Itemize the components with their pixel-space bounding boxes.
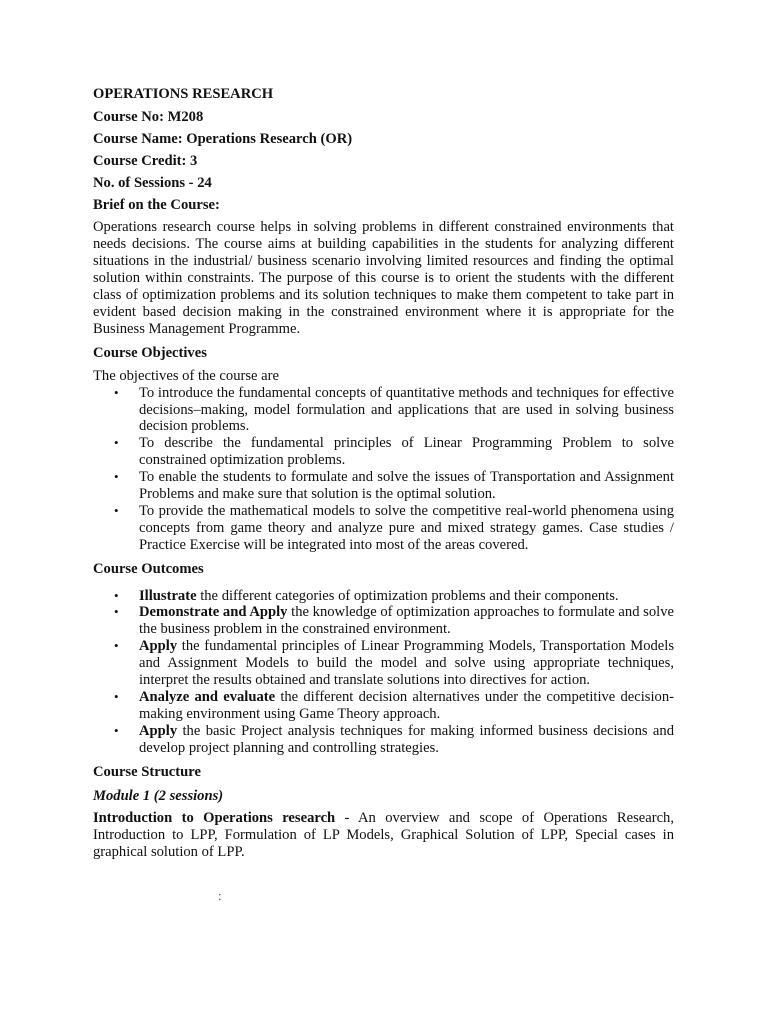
- stray-mark: :: [218, 888, 222, 903]
- objectives-intro: The objectives of the course are: [93, 367, 279, 384]
- bullet-icon: •: [114, 604, 119, 620]
- document-title: OPERATIONS RESEARCH: [93, 86, 274, 102]
- objective-item: • To introduce the fundamental concepts of quantitative methods and techniques for effective decisions–making, model formulation and applications that are used in solving business decision problems.: [114, 384, 674, 435]
- objectives-heading: Course Objectives: [93, 344, 207, 361]
- bullet-icon: •: [114, 722, 119, 738]
- outcome-item: • Analyze and evaluate the different decision alternatives under the competitive decision-making environment using Game Theory approach.: [114, 689, 674, 722]
- outcome-item: • Apply the basic Project analysis techniques for making informed business decisions and develop project planning and controlling strategies.: [114, 722, 674, 756]
- brief-paragraph: Operations research course helps in solving problems in different constrained environments that needs decisions. The course aims at building capabilities in the students for analyzing different situations in the industrial/ business scenario involving limited resources and finding the optimal solution within constraints. The purpose of this course is to orient the students with the different class of optimization problems and its solution techniques to make them competent to take part in evident based decision making in the constrained environment where it is appropriate for the Business Management Programme.: [93, 219, 674, 337]
- objective-item: • To enable the students to formulate and solve the issues of Transportation and Assignment Problems and make sure that solution is the optimal solution.: [114, 469, 674, 503]
- course-name: Course Name: Operations Research (OR): [93, 130, 353, 147]
- objective-item: • To provide the mathematical models to solve the competitive real-world phenomena using concepts from game theory and analyze pure and mixed strategy games. Case studies / Practice Exercise will be integrated into most of the areas covered.: [114, 502, 674, 553]
- bullet-icon: •: [114, 469, 119, 485]
- structure-heading: Course Structure: [93, 763, 201, 780]
- outcomes-heading: Course Outcomes: [93, 560, 204, 577]
- objectives-list: [93, 385, 674, 554]
- brief-heading: Brief on the Course:: [93, 196, 220, 213]
- bullet-icon: •: [114, 435, 119, 451]
- document-page: [93, 86, 674, 861]
- bullet-icon: •: [114, 384, 119, 400]
- bullet-icon: •: [114, 638, 119, 654]
- module-1-heading: Module 1 (2 sessions): [93, 787, 224, 804]
- course-number: Course No: M208: [93, 108, 204, 125]
- bullet-icon: •: [114, 689, 119, 704]
- outcome-item: • Illustrate the different categories of optimization problems and their components.: [114, 587, 619, 604]
- outcome-item: • Demonstrate and Apply the knowledge of optimization approaches to formulate and solve the business problem in the constrained environment.: [114, 604, 674, 638]
- objective-item: • To describe the fundamental principles of Linear Programming Problem to solve constrained optimization problems.: [114, 435, 674, 469]
- outcomes-list: [93, 588, 674, 757]
- module-1-paragraph: Introduction to Operations research - An overview and scope of Operations Research, Introduction to LPP, Formulation of LP Models, Graphical Solution of LPP, Special cases in graphical solution of LPP.: [93, 810, 674, 861]
- outcome-item: • Apply the fundamental principles of Linear Programming Models, Transportation Models and Assignment Models to build the model and solve using appropriate techniques, interpret the results obtained and translate solutions into directives for action.: [114, 638, 674, 689]
- module-1-title: Introduction to Operations research: [93, 810, 336, 827]
- bullet-icon: •: [114, 502, 119, 518]
- bullet-icon: •: [114, 587, 119, 603]
- course-credit: Course Credit: 3: [93, 152, 198, 169]
- number-of-sessions: No. of Sessions - 24: [93, 174, 212, 191]
